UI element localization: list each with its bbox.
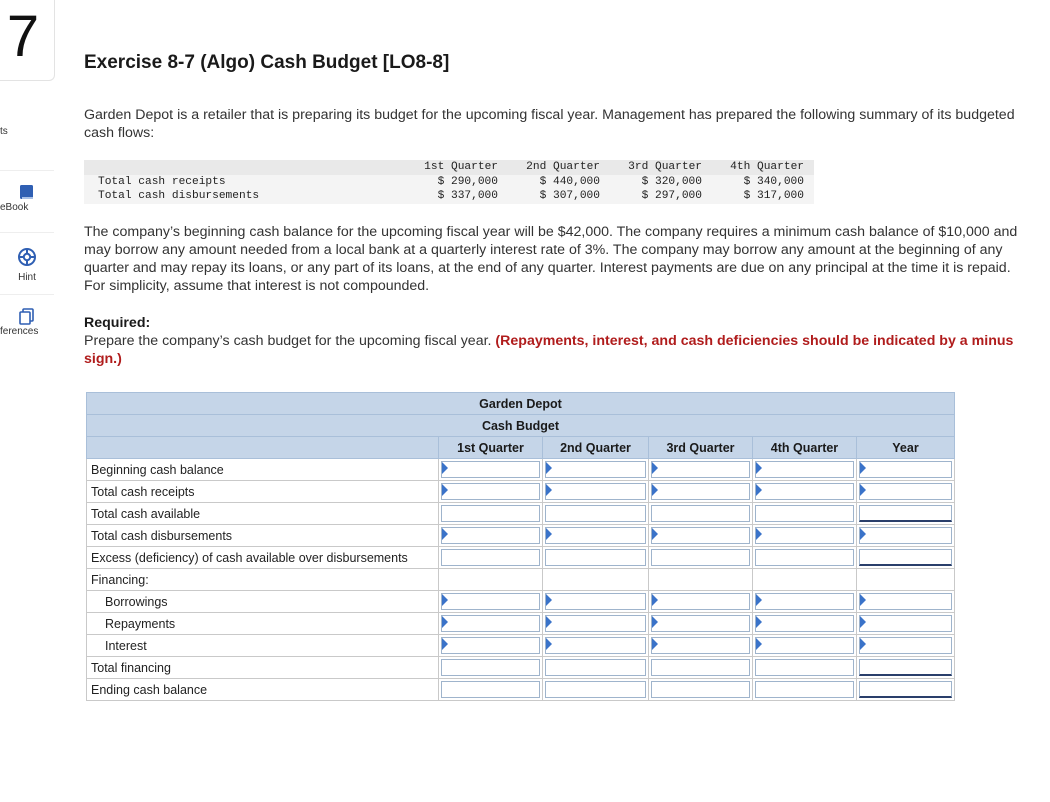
budget-row — [87, 503, 955, 525]
required-heading: Required: — [84, 315, 151, 331]
budget-cell-q3 — [649, 481, 753, 503]
input-marker-icon — [652, 462, 658, 474]
summary-header-q1: 1st Quarter — [424, 161, 498, 173]
budget-row — [87, 679, 955, 701]
summary-row-receipts — [84, 175, 814, 190]
sidebar-item-label: eBook — [0, 202, 29, 213]
budget-cell-q1 — [439, 657, 543, 679]
budget-cell-q2 — [543, 657, 649, 679]
summary-row-label: Total cash receipts — [98, 175, 226, 188]
cash-budget-table — [86, 392, 955, 701]
budget-row — [87, 459, 955, 481]
budget-input-q4[interactable] — [755, 681, 854, 698]
summary-header-q2: 2nd Quarter — [526, 161, 600, 173]
input-marker-icon — [756, 638, 762, 650]
budget-input-year[interactable] — [859, 681, 952, 698]
budget-input-year[interactable] — [859, 483, 952, 500]
budget-row-label: Borrowings — [87, 591, 439, 613]
budget-cell-q3 — [649, 657, 753, 679]
budget-cell-q2 — [543, 635, 649, 657]
budget-cell-q4 — [753, 503, 857, 525]
budget-input-q1[interactable] — [441, 659, 540, 676]
budget-row — [87, 525, 955, 547]
input-marker-icon — [546, 528, 552, 540]
budget-cell-q4 — [753, 591, 857, 613]
input-marker-icon — [860, 616, 866, 628]
budget-input-q2[interactable] — [545, 681, 646, 698]
budget-cell-year — [857, 657, 955, 679]
budget-input-year[interactable] — [859, 593, 952, 610]
budget-cell-q3 — [649, 635, 753, 657]
budget-company-name: Garden Depot — [87, 393, 955, 415]
budget-cell-q2 — [543, 613, 649, 635]
budget-cell-q1 — [439, 591, 543, 613]
input-marker-icon — [442, 638, 448, 650]
budget-cell-q1 — [439, 525, 543, 547]
budget-input-year[interactable] — [859, 527, 952, 544]
budget-row-label: Repayments — [87, 613, 439, 635]
budget-cell-q2 — [543, 459, 649, 481]
budget-input-year[interactable] — [859, 637, 952, 654]
column-header-q2: 2nd Quarter — [543, 437, 649, 459]
input-marker-icon — [652, 528, 658, 540]
budget-input-q1[interactable] — [441, 681, 540, 698]
budget-input-year[interactable] — [859, 615, 952, 632]
budget-input-q4[interactable] — [755, 659, 854, 676]
budget-input-q1[interactable] — [441, 615, 540, 632]
budget-input-q3[interactable] — [651, 549, 750, 566]
exercise-title: Exercise 8-7 (Algo) Cash Budget [LO8-8] — [84, 52, 450, 73]
budget-cell-q1 — [439, 547, 543, 569]
input-marker-icon — [756, 462, 762, 474]
budget-cell-q1 — [439, 613, 543, 635]
budget-row-label: Ending cash balance — [87, 679, 439, 701]
budget-cell-q1 — [439, 679, 543, 701]
budget-cell-q4 — [753, 679, 857, 701]
budget-input-q4[interactable] — [755, 483, 854, 500]
budget-row-label: Total cash receipts — [87, 481, 439, 503]
budget-cell-q4 — [753, 525, 857, 547]
budget-input-q3[interactable] — [651, 615, 750, 632]
budget-input-q3[interactable] — [651, 637, 750, 654]
input-marker-icon — [652, 616, 658, 628]
required-instruction: Prepare the company’s cash budget for the upcoming fiscal year. — [84, 333, 496, 349]
budget-row — [87, 657, 955, 679]
budget-input-q1[interactable] — [441, 483, 540, 500]
budget-cell-q1 — [439, 635, 543, 657]
budget-cell-year — [857, 613, 955, 635]
input-marker-icon — [860, 638, 866, 650]
budget-row — [87, 635, 955, 657]
budget-input-q2[interactable] — [545, 461, 646, 478]
budget-cell-q3 — [649, 525, 753, 547]
budget-cell-q2 — [543, 547, 649, 569]
input-marker-icon — [860, 528, 866, 540]
required-text — [84, 332, 1019, 368]
budget-input-year[interactable] — [859, 549, 952, 566]
input-marker-icon — [442, 462, 448, 474]
budget-row-label: Total cash disbursements — [87, 525, 439, 547]
required-emphasis: (Repayments, interest, and cash deficiencies should be indicated by a minus sign.) — [84, 333, 1014, 367]
budget-cell-q2 — [543, 481, 649, 503]
left-sidebar — [0, 0, 56, 802]
summary-header-row — [84, 160, 814, 175]
summary-cell: $ 440,000 — [539, 175, 600, 188]
budget-input-q2[interactable] — [545, 615, 646, 632]
budget-cell-q3 — [649, 679, 753, 701]
summary-header-q3: 3rd Quarter — [628, 161, 702, 173]
column-header-year: Year — [857, 437, 955, 459]
book-icon — [18, 183, 36, 201]
input-marker-icon — [442, 484, 448, 496]
budget-cell-year — [857, 569, 955, 591]
budget-input-q3[interactable] — [651, 527, 750, 544]
budget-input-q1[interactable] — [441, 593, 540, 610]
budget-input-q3[interactable] — [651, 461, 750, 478]
budget-title: Cash Budget — [87, 415, 955, 437]
input-marker-icon — [442, 528, 448, 540]
budget-row-label: Excess (deficiency) of cash available over disbursements — [87, 547, 439, 569]
budget-input-q1[interactable] — [441, 527, 540, 544]
input-marker-icon — [546, 594, 552, 606]
budget-cell-year — [857, 459, 955, 481]
budget-row — [87, 569, 955, 591]
budget-input-q4[interactable] — [755, 549, 854, 566]
budget-input-q4[interactable] — [755, 505, 854, 522]
summary-header-q4: 4th Quarter — [730, 161, 804, 173]
budget-cell-q3 — [649, 547, 753, 569]
summary-cell: $ 307,000 — [539, 190, 600, 202]
budget-input-q2[interactable] — [545, 659, 646, 676]
budget-cell-year — [857, 503, 955, 525]
budget-cell-q4 — [753, 657, 857, 679]
budget-row — [87, 547, 955, 569]
budget-cell-q2 — [543, 525, 649, 547]
budget-input-year[interactable] — [859, 505, 952, 522]
budget-input-q2[interactable] — [545, 637, 646, 654]
budget-input-q4[interactable] — [755, 615, 854, 632]
summary-table — [84, 160, 814, 204]
references-icon — [18, 307, 36, 325]
input-marker-icon — [756, 594, 762, 606]
budget-cell-q1 — [439, 459, 543, 481]
budget-cell-year — [857, 679, 955, 701]
budget-input-q4[interactable] — [755, 461, 854, 478]
budget-cell-year — [857, 591, 955, 613]
description-paragraph: The company’s beginning cash balance for the upcoming fiscal year will be $42,000. The company requires a minimum cash balance of $10,000 and may borrow any amount needed from a local bank at a quarterly interest rate of 3%. The company may borrow any amount at the beginning of any quarter and may repay its loans, or any part of its loans, at the end of any quarter. Interest payments are due on any principal at the time it is repaid. For simplicity, assume that interest is not compounded. — [84, 224, 1018, 294]
budget-input-q3[interactable] — [651, 505, 750, 522]
input-marker-icon — [546, 638, 552, 650]
budget-cell-q2 — [543, 679, 649, 701]
summary-row-disbursements — [84, 189, 814, 204]
budget-input-year[interactable] — [859, 461, 952, 478]
budget-input-q4[interactable] — [755, 527, 854, 544]
budget-cell-q3 — [649, 503, 753, 525]
budget-cell-q1 — [439, 569, 543, 591]
input-marker-icon — [546, 462, 552, 474]
budget-cell-q4 — [753, 613, 857, 635]
budget-cell-q3 — [649, 569, 753, 591]
input-marker-icon — [756, 484, 762, 496]
budget-cell-q1 — [439, 503, 543, 525]
budget-cell-q4 — [753, 459, 857, 481]
budget-row-label: Interest — [87, 635, 439, 657]
input-marker-icon — [756, 528, 762, 540]
column-header-q4: 4th Quarter — [753, 437, 857, 459]
budget-input-q4[interactable] — [755, 593, 854, 610]
budget-cell-q4 — [753, 635, 857, 657]
budget-cell-q3 — [649, 459, 753, 481]
budget-row — [87, 591, 955, 613]
hint-icon — [17, 247, 37, 267]
input-marker-icon — [442, 594, 448, 606]
summary-cell: $ 337,000 — [437, 190, 498, 202]
input-marker-icon — [860, 484, 866, 496]
summary-cell: $ 290,000 — [437, 175, 498, 188]
question-number: 7 — [0, 0, 55, 81]
budget-input-q1[interactable] — [441, 505, 540, 522]
budget-column-headers — [87, 437, 955, 459]
budget-row-label: Beginning cash balance — [87, 459, 439, 481]
budget-cell-q2 — [543, 591, 649, 613]
budget-cell-q1 — [439, 481, 543, 503]
budget-input-q1[interactable] — [441, 461, 540, 478]
budget-row-label: Total cash available — [87, 503, 439, 525]
budget-input-q2[interactable] — [545, 593, 646, 610]
budget-input-q3[interactable] — [651, 593, 750, 610]
summary-cell: $ 340,000 — [743, 175, 804, 188]
sidebar-item-ebook[interactable] — [0, 170, 54, 223]
column-header-q3: 3rd Quarter — [649, 437, 753, 459]
budget-input-year[interactable] — [859, 659, 952, 676]
budget-cell-q3 — [649, 591, 753, 613]
budget-cell-year — [857, 481, 955, 503]
budget-input-q2[interactable] — [545, 505, 646, 522]
input-marker-icon — [860, 594, 866, 606]
budget-cell-q4 — [753, 569, 857, 591]
budget-cell-q4 — [753, 547, 857, 569]
input-marker-icon — [546, 616, 552, 628]
budget-cell-q3 — [649, 613, 753, 635]
intro-paragraph: Garden Depot is a retailer that is preparing its budget for the upcoming fiscal year. Management has prepared the following summary of its budgeted cash flows: — [84, 107, 1015, 141]
budget-cell-q2 — [543, 503, 649, 525]
sidebar-partial-label: ts — [0, 126, 8, 137]
input-marker-icon — [860, 462, 866, 474]
budget-input-q2[interactable] — [545, 527, 646, 544]
column-header-q1: 1st Quarter — [439, 437, 543, 459]
budget-row-label: Total financing — [87, 657, 439, 679]
budget-cell-q2 — [543, 569, 649, 591]
budget-cell-year — [857, 525, 955, 547]
budget-input-q3[interactable] — [651, 483, 750, 500]
budget-cell-year — [857, 635, 955, 657]
budget-cell-year — [857, 547, 955, 569]
summary-cell: $ 317,000 — [743, 190, 804, 202]
input-marker-icon — [756, 616, 762, 628]
sidebar-item-references[interactable] — [0, 294, 54, 347]
budget-row — [87, 481, 955, 503]
sidebar-item-hint[interactable] — [0, 232, 54, 285]
budget-row-label: Financing: — [87, 569, 439, 591]
budget-input-q2[interactable] — [545, 483, 646, 500]
budget-row — [87, 613, 955, 635]
budget-input-q4[interactable] — [755, 637, 854, 654]
summary-cell: $ 320,000 — [641, 175, 702, 188]
input-marker-icon — [442, 616, 448, 628]
sidebar-item-label: ferences — [0, 326, 39, 337]
input-marker-icon — [652, 484, 658, 496]
input-marker-icon — [546, 484, 552, 496]
budget-input-q3[interactable] — [651, 681, 750, 698]
budget-input-q2[interactable] — [545, 549, 646, 566]
input-marker-icon — [652, 638, 658, 650]
budget-input-q1[interactable] — [441, 549, 540, 566]
summary-row-label: Total cash disbursements — [98, 190, 260, 202]
budget-cell-q4 — [753, 481, 857, 503]
input-marker-icon — [652, 594, 658, 606]
budget-input-q1[interactable] — [441, 637, 540, 654]
sidebar-item-label: Hint — [18, 272, 36, 283]
budget-input-q3[interactable] — [651, 659, 750, 676]
summary-cell: $ 297,000 — [641, 190, 702, 202]
